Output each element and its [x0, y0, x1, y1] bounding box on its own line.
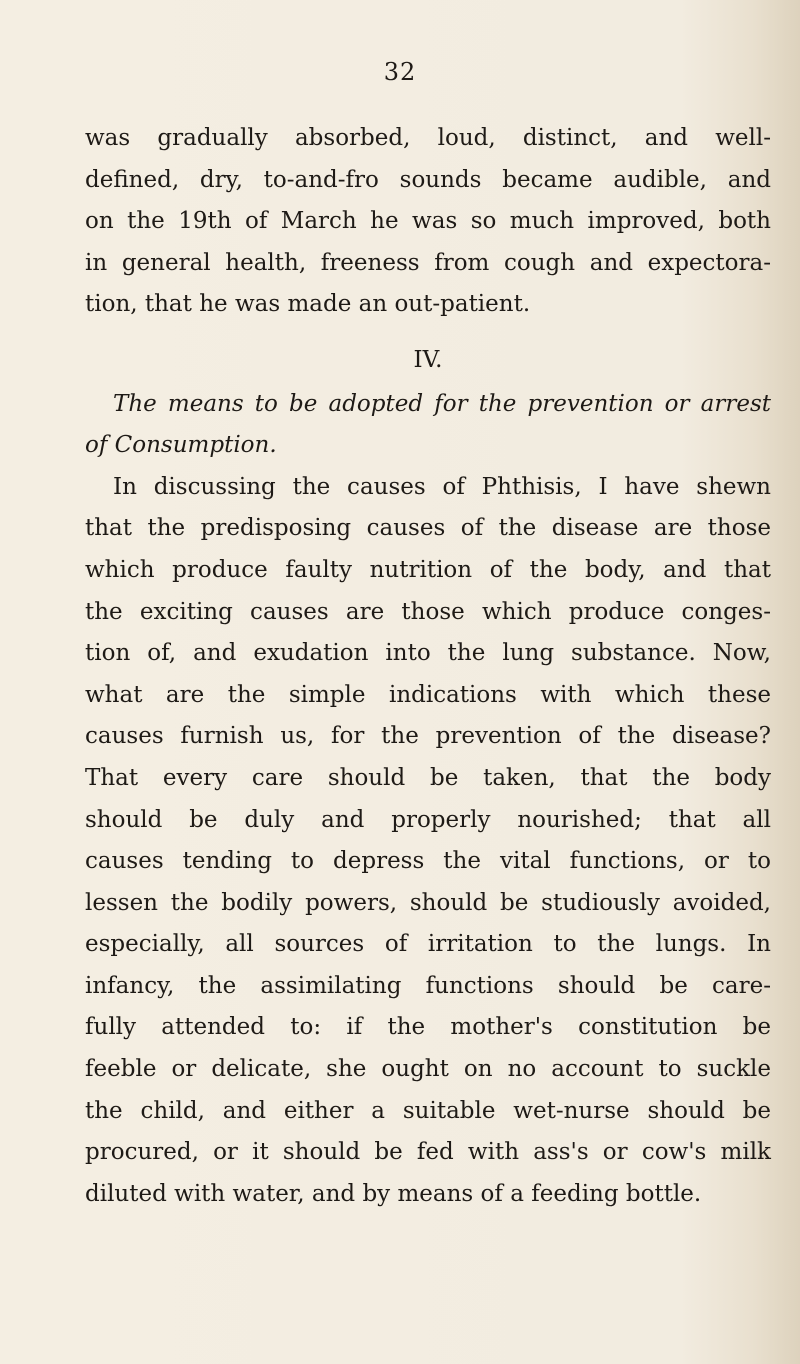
text-line: tion of, and exudation into the lung substance. Now,: [85, 640, 771, 667]
page-number: 32: [383, 58, 417, 86]
section-numeral: IV.: [413, 346, 443, 373]
text-line: that the predisposing causes of the disease are those: [85, 515, 771, 542]
section-title: [85, 384, 771, 467]
text-line: was gradually absorbed, loud, distinct, and well-: [85, 125, 771, 151]
text-line: infancy, the assimilating functions should be care-: [85, 972, 771, 999]
text-line: what are the simple indications with which these: [85, 681, 771, 708]
text-line: causes tending to depress the vital functions, or to: [85, 848, 771, 875]
text-line: in general health, freeness from cough and expectora-: [85, 249, 771, 276]
section-title-line: of Consumption.: [85, 432, 277, 459]
section-title-line: The means to be adopted for the prevention or arrest: [113, 390, 771, 417]
text-line: That every care should be taken, that the body: [85, 764, 771, 791]
text-line: the child, and either a suitable wet-nurse should be: [85, 1097, 771, 1124]
text-line: especially, all sources of irritation to the lungs. In: [85, 931, 771, 958]
text-line: In discussing the causes of Phthisis, I have shewn: [113, 473, 771, 500]
text-line: should be duly and properly nourished; that all: [85, 806, 771, 833]
text-line: tion, that he was made an out-patient.: [85, 291, 531, 318]
text-line: feeble or delicate, she ought on no account to suckle: [85, 1056, 771, 1083]
text-line: defined, dry, to-and-fro sounds became audible, and: [85, 166, 771, 193]
text-line: lessen the bodily powers, should be studiously avoided,: [85, 889, 771, 916]
text-line: which produce faulty nutrition of the body, and that: [85, 556, 771, 583]
text-line: procured, or it should be fed with ass's or cow's milk: [85, 1139, 771, 1166]
text-line: causes furnish us, for the prevention of the disease?: [85, 723, 771, 750]
body-text: [85, 118, 771, 1215]
continued-paragraph: [85, 118, 771, 326]
main-paragraph: [85, 467, 771, 1216]
text-line: on the 19th of March he was so much improved, both: [85, 208, 771, 235]
text-line: fully attended to: if the mother's constitution be: [85, 1014, 771, 1041]
text-line: the exciting causes are those which produce conges-: [85, 598, 771, 625]
text-line: diluted with water, and by means of a feeding bottle.: [85, 1180, 702, 1207]
